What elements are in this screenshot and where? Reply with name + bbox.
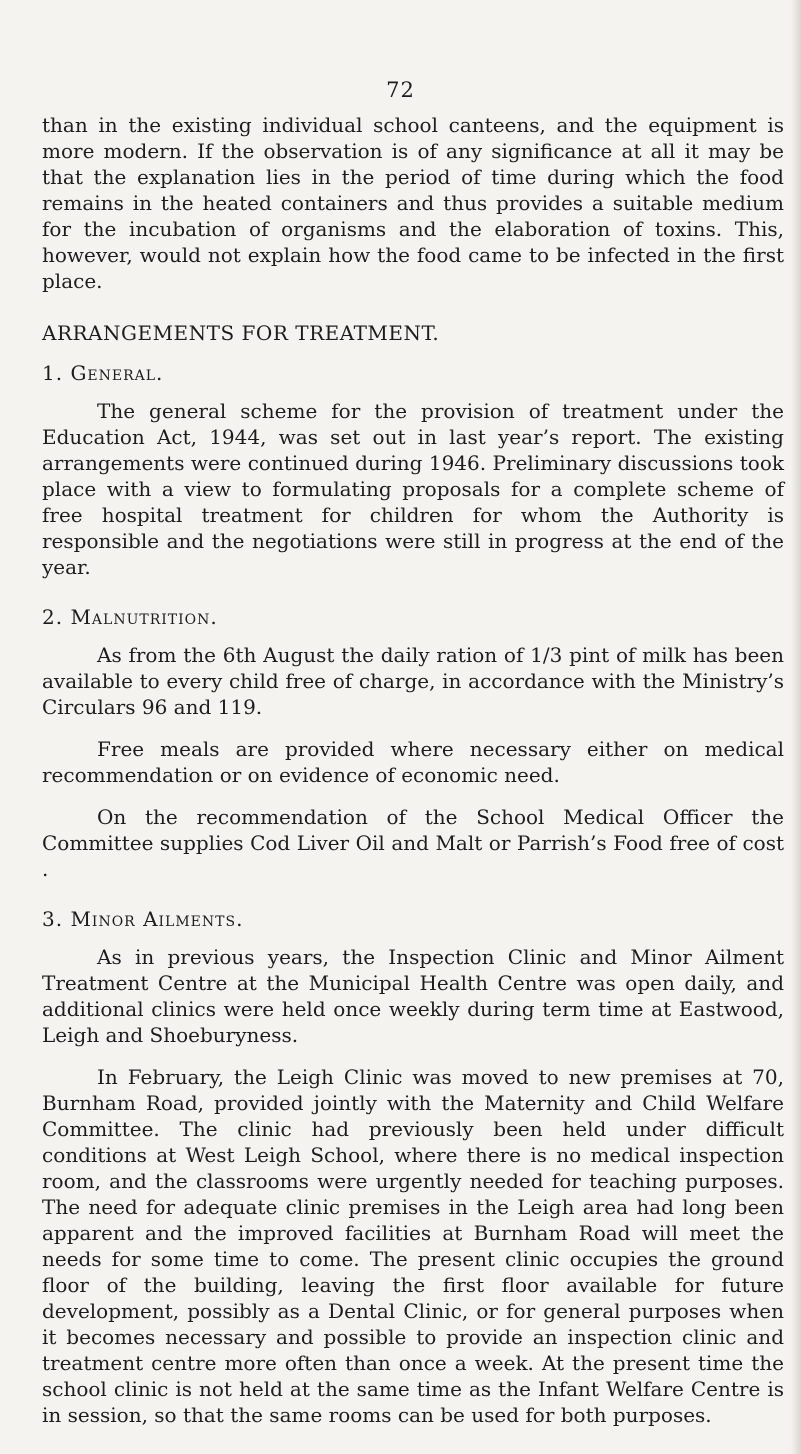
section-heading-general: 1. General. xyxy=(42,361,164,385)
paragraph-free-meals: Free meals are provided where necessary either on medical recommendation or on evidence of economic need. xyxy=(42,737,784,787)
page-edge-shadow xyxy=(791,0,801,1454)
section-heading-malnutrition: 2. Malnutrition. xyxy=(42,605,218,629)
page-number: 72 xyxy=(386,78,415,102)
opening-paragraph: than in the existing individual school canteens, and the equipment is more modern. If the observation is of any significance at all it may be that the explanation lies in the period of time during which the food remains in the heated containers and thus provides a suitable medium for the incubation of organisms and the elaboration of toxins. This, however, would not explain how the food came to be infected in the first place. xyxy=(42,113,784,293)
section-heading-minor-ailments: 3. Minor Ailments. xyxy=(42,907,244,931)
paragraph-milk-ration: As from the 6th August the daily ration of 1/3 pint of milk has been available to every child free of charge, in accordance with the Ministry’s Circulars 96 and 119. xyxy=(42,643,784,719)
paragraph-cod-liver-oil: On the recommendation of the School Medical Officer the Committee supplies Cod Liver Oil and Malt or Parrish’s Food free of cost . xyxy=(42,805,784,881)
main-heading: ARRANGEMENTS FOR TREATMENT. xyxy=(42,321,440,345)
paragraph-general: The general scheme for the provision of treatment under the Education Act, 1944, was set out in last year’s report. The existing arrangements were continued during 1946. Preliminary discussions took place with a view to formulating proposals for a complete scheme of free hospital treatment for children for whom the Authority is responsible and the negotiations were still in progress at the end of the year. xyxy=(42,399,784,579)
paragraph-leigh-clinic: In February, the Leigh Clinic was moved to new premises at 70, Burnham Road, provided jointly with the Maternity and Child Welfare Committee. The clinic had previously been held under difficult conditions at West Leigh School, where there is no medical inspection room, and the classrooms were urgently needed for teaching purposes. The need for adequate clinic premises in the Leigh area had long been apparent and the improved facilities at Burnham Road will meet the needs for some time to come. The present clinic occupies the ground floor of the building, leaving the first floor available for future development, possibly as a Dental Clinic, or for general purposes when it becomes necessary and possible to provide an inspection clinic and treatment centre more often than once a week. At the present time the school clinic is not held at the same time as the Infant Welfare Centre is in session, so that the same rooms can be used for both purposes. xyxy=(42,1065,784,1427)
paragraph-inspection-clinic: As in previous years, the Inspection Clinic and Minor Ailment Treatment Centre at the Municipal Health Centre was open daily, and additional clinics were held once weekly during term time at Eastwood, Leigh and Shoeburyness. xyxy=(42,945,784,1047)
page-content xyxy=(42,112,784,1428)
